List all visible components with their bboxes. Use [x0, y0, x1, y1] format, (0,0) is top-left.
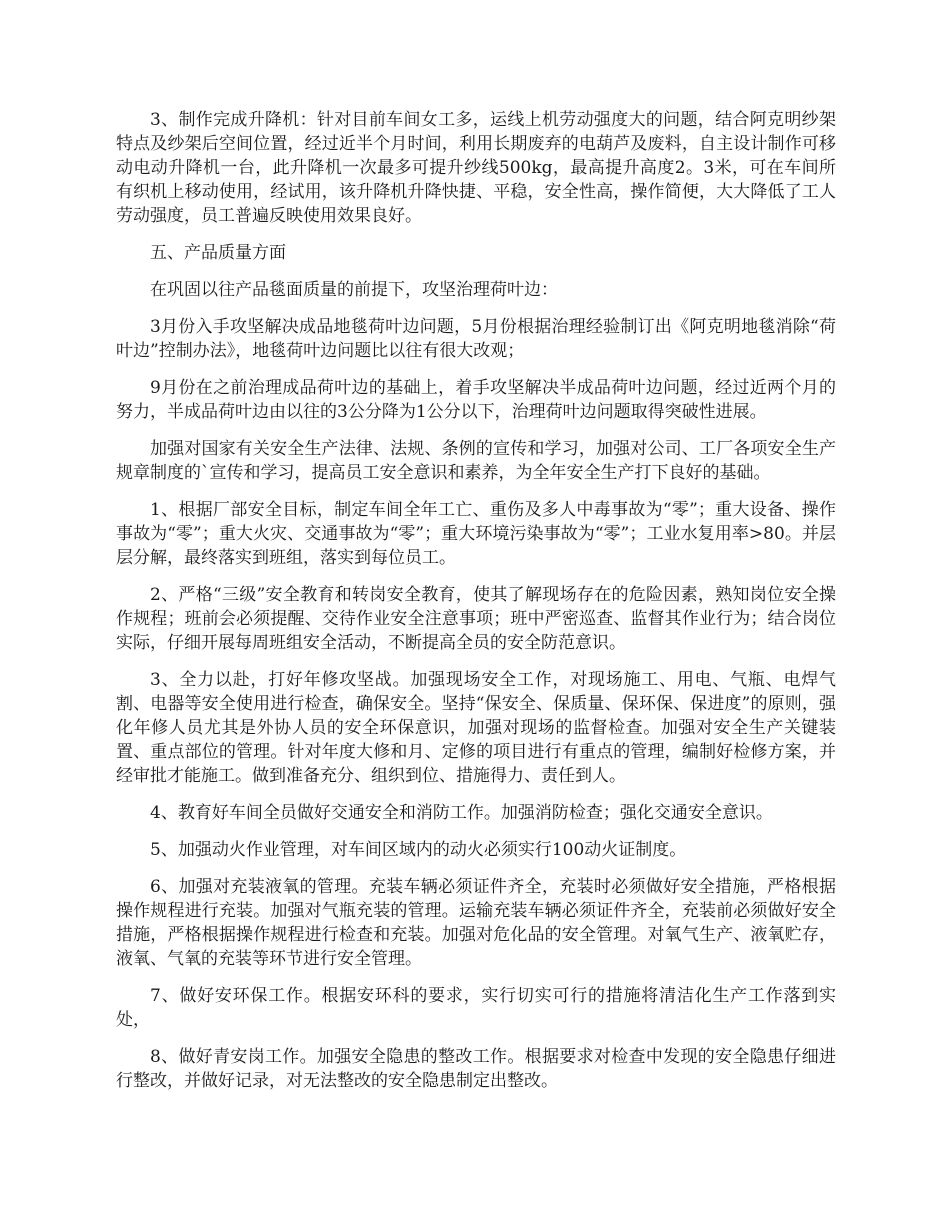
paragraph-safety-laws: 加强对国家有关安全生产法律、法规、条例的宣传和学习，加强对公司、工厂各项安全生产规章制度的`宣传和学习，提高员工安全意识和素养，为全年安全生产打下良好的基础。: [116, 439, 836, 483]
paragraph-safety-item-3: 3、全力以赴，打好年修攻坚战。加强现场安全工作，对现场施工、用电、气瓶、电焊气割、电器等安全使用进行检查，确保安全。坚持“保安全、保质量、保环保、保进度”的原则，强化年修人员尤其是外协人员的安全环保意识，加强对现场的监督检查。加强对安全生产关键装置、重点部位的管理。针对年度大修和月、定修的项目进行有重点的管理，编制好检修方案，并经审批才能施工。做到准备充分、组织到位、措施得力、责任到人。: [116, 670, 836, 786]
paragraph-safety-item-6: 6、加强对充装液氧的管理。充装车辆必须证件齐全，充装时必须做好安全措施，严格根据操作规程进行充装。加强对气瓶充装的管理。运输充装车辆必须证件齐全，充装前必须做好安全措施，严格根据操作规程进行检查和充装。加强对危化品的安全管理。对氧气生产、液氧贮存，液氧、气氧的充装等环节进行安全管理。: [116, 877, 836, 969]
paragraph-safety-item-8: 8、做好青安岗工作。加强安全隐患的整改工作。根据要求对检查中发现的安全隐患仔细进行整改，并做好记录，对无法整改的安全隐患制定出整改。: [116, 1047, 836, 1091]
paragraph-safety-item-5: 5、加强动火作业管理，对车间区域内的动火必须实行100动火证制度。: [150, 840, 687, 860]
section-heading-product-quality: 五、产品质量方面: [150, 243, 286, 263]
paragraph-safety-item-1: 1、根据厂部安全目标，制定车间全年工亡、重伤及多人中毒事故为“零”；重大设备、操作事故为“零”；重大火灾、交通事故为“零”；重大环境污染事故为“零”；工业水复用率>80。并层层分解，最终落实到班组，落实到每位员工。: [116, 500, 836, 568]
paragraph-safety-item-4: 4、教育好车间全员做好交通安全和消防工作。加强消防检查；强化交通安全意识。: [150, 803, 773, 823]
paragraph-lift-machine: 3、制作完成升降机：针对目前车间女工多，运线上机劳动强度大的问题，结合阿克明纱架特点及纱架后空间位置，经过近半个月时间，利用长期废弃的电葫芦及废料，自主设计制作可移动电动升降机一台，此升降机一次最多可提升纱线500kg，最高提升高度2。3米，可在车间所有织机上移动使用，经试用，该升降机升降快捷、平稳，安全性高，操作简便，大大降低了工人劳动强度，员工普遍反映使用效果良好。: [116, 110, 836, 226]
paragraph-safety-item-2: 2、严格“三级”安全教育和转岗安全教育，使其了解现场存在的危险因素，熟知岗位安全操作规程；班前会必须提醒、交待作业安全注意事项；班中严密巡查、监督其作业行为；结合岗位实际，仔细开展每周班组安全活动，不断提高全员的安全防范意识。: [116, 585, 836, 653]
paragraph-september: 9月份在之前治理成品荷叶边的基础上，着手攻坚解决半成品荷叶边问题，经过近两个月的努力，半成品荷叶边由以往的3公分降为1公分以下，治理荷叶边问题取得突破性进展。: [116, 378, 836, 422]
paragraph-quality-intro: 在巩固以往产品毯面质量的前提下，攻坚治理荷叶边：: [150, 280, 558, 300]
paragraph-march: 3月份入手攻坚解决成品地毯荷叶边问题，5月份根据治理经验制订出《阿克明地毯消除“荷叶边”控制办法》，地毯荷叶边问题比以往有很大改观；: [116, 317, 836, 361]
paragraph-safety-item-7: 7、做好安环保工作。根据安环科的要求，实行切实可行的措施将清洁化生产工作落到实处，: [116, 986, 836, 1030]
document-page: [116, 108, 836, 1106]
